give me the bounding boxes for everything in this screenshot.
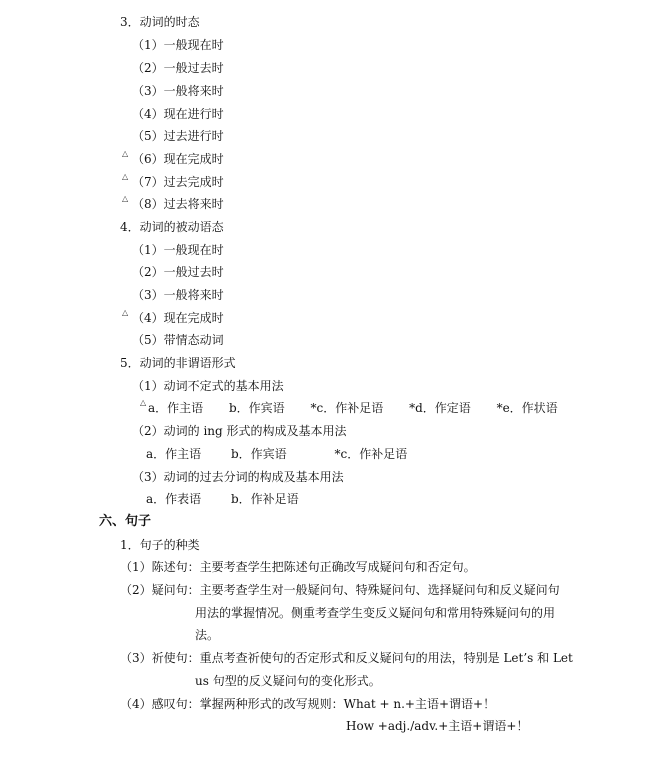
option-row (148, 400, 558, 416)
triangle-marker-icon: △ (122, 308, 129, 317)
imperative-paragraph: （3）祈使句：重点考查祈使句的否定形式和反义疑问句的用法，特别是 Let’s 和 Let (120, 651, 573, 665)
option-row (146, 446, 407, 462)
tense-item: （5）过去进行时 (132, 129, 224, 143)
section-5-heading: 5．动词的非谓语形式 (120, 356, 236, 370)
passive-item: （1）一般现在时 (132, 243, 224, 257)
triangle-marker-icon: △ (122, 194, 129, 203)
sentence-types-heading: 1．句子的种类 (120, 538, 200, 552)
nonfinite-sub-heading: （2）动词的 ing 形式的构成及基本用法 (132, 424, 347, 438)
interrogative-paragraph-cont: 用法的掌握情况。侧重考查学生变反义疑问句和常用特殊疑问句的用 (195, 606, 556, 620)
option-item: b．作宾语 (228, 401, 285, 415)
passive-item: （5）带情态动词 (132, 333, 224, 347)
tense-item: （4）现在进行时 (132, 107, 224, 121)
triangle-marker-icon: △ (122, 172, 129, 181)
imperative-paragraph-cont: us 句型的反义疑问句的变化形式。 (195, 674, 381, 688)
declarative-paragraph: （1）陈述句：主要考查学生把陈述句正确改写成疑问句和否定句。 (120, 560, 476, 574)
interrogative-paragraph-cont: 法。 (195, 628, 220, 642)
nonfinite-sub-heading: （1）动词不定式的基本用法 (132, 379, 284, 393)
passive-item: （4）现在完成时 (132, 311, 224, 325)
option-item: b．作补足语 (230, 492, 299, 506)
option-item: a．作主语 (146, 447, 202, 461)
option-item: b．作宾语 (230, 447, 287, 461)
tense-item: （2）一般过去时 (132, 61, 224, 75)
passive-item: （2）一般过去时 (132, 265, 224, 279)
option-item: *c．作补足语 (334, 447, 408, 461)
option-item: a．作表语 (146, 492, 202, 506)
tense-item: （7）过去完成时 (132, 175, 224, 189)
option-item: a．作主语 (148, 401, 204, 415)
interrogative-paragraph: （2）疑问句：主要考查学生对一般疑问句、特殊疑问句、选择疑问句和反义疑问句 (120, 583, 560, 597)
nonfinite-sub-heading: （3）动词的过去分词的构成及基本用法 (132, 470, 344, 484)
option-item: *e．作状语 (496, 401, 558, 415)
option-item: *d．作定语 (409, 401, 471, 415)
triangle-marker-icon: △ (122, 149, 129, 158)
passive-item: （3）一般将来时 (132, 288, 224, 302)
tense-item: （1）一般现在时 (132, 38, 224, 52)
section-4-heading: 4．动词的被动语态 (120, 220, 224, 234)
option-item: *c．作补足语 (310, 401, 384, 415)
exclamatory-paragraph: （4）感叹句：掌握两种形式的改写规则：What + n.+主语+谓语+！ (120, 697, 496, 711)
tense-item: （6）现在完成时 (132, 152, 224, 166)
exclamatory-formula: How +adj./adv.+主语+谓语+！ (346, 719, 529, 733)
section-3-heading: 3．动词的时态 (120, 15, 200, 29)
triangle-marker-icon: △ (140, 398, 147, 407)
section-6-heading: 六、句子 (99, 514, 152, 529)
option-row (146, 491, 299, 507)
tense-item: （3）一般将来时 (132, 84, 224, 98)
tense-item: （8）过去将来时 (132, 197, 224, 211)
